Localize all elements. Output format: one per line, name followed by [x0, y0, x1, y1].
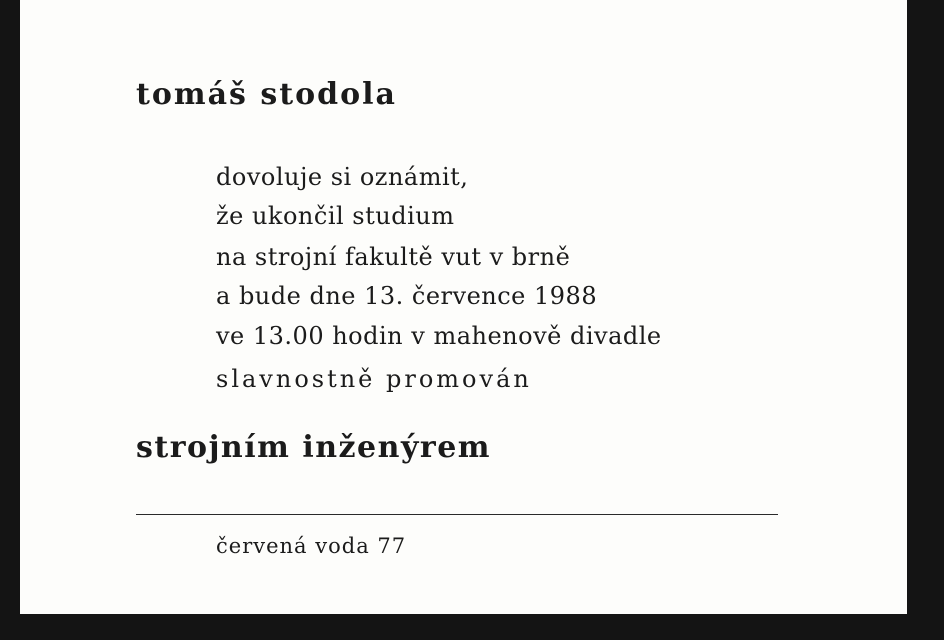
announcement-line-6: slavnostně promován — [216, 365, 532, 393]
announcement-line-5: ve 13.00 hodin v mahenově divadle — [216, 322, 662, 350]
announcement-line-2: že ukončil studium — [216, 202, 455, 230]
announcement-line-4: a bude dne 13. července 1988 — [216, 282, 598, 310]
divider-line — [136, 514, 778, 515]
sender-address: červená voda 77 — [216, 534, 407, 558]
graduate-name: tomáš stodola — [136, 77, 397, 112]
graduation-announcement-card — [20, 0, 907, 614]
announcement-line-3: na strojní fakultě vut v brně — [216, 243, 571, 271]
announcement-line-1: dovoluje si oznámit, — [216, 163, 469, 191]
degree-title: strojním inženýrem — [136, 430, 492, 465]
